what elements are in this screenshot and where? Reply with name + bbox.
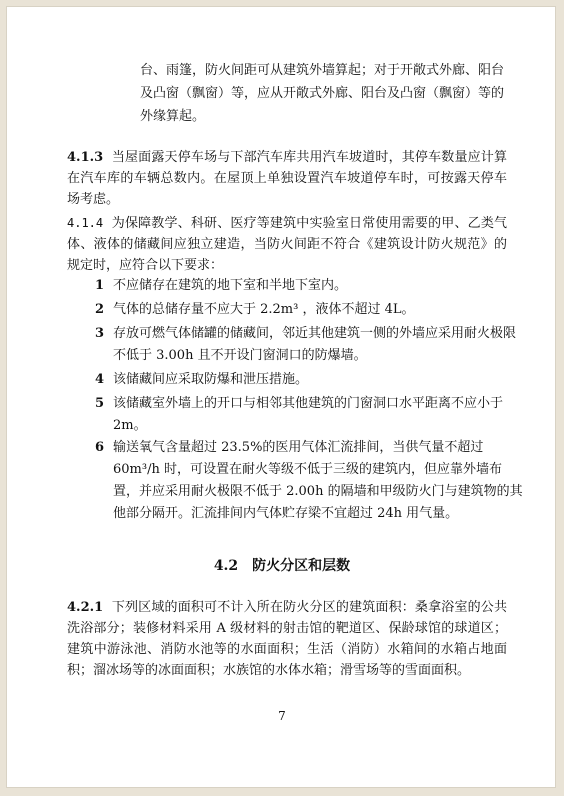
clause-text: 当屋面露天停车场与下部汽车库共用汽车坡道时，其停车数量应计算在汽车库的车辆总数内。在屋顶上单独设置汽车坡道停车时，可按露天停车场考虑。 [67,150,507,207]
item-text: 该储藏间应采取防爆和泄压措施。 [113,372,309,387]
item-number: 5 [95,396,105,411]
list-item [95,299,527,321]
item-number: 6 [95,440,105,455]
document-page [6,6,556,788]
clause-text: 为保障教学、科研、医疗等建筑中实验室日常使用需要的甲、乙类气体、液体的储藏间应独立建造，当防火间距不符合《建筑设计防火规范》的规定时，应符合以下要求： [67,216,507,273]
item-text: 不应储存在建筑的地下室和半地下室内。 [113,278,348,293]
list-item [95,393,527,437]
clause-number: 4.2.1 [67,600,104,615]
item-text: 输送氧气含量超过 23.5%的医用气体汇流排间，当供气量不超过 60m³/h 时，可设置在耐火等级不低于三级的建筑内，但应靠外墙布置，并应采用耐火极限不低于 2.00h 的隔墙和甲级防火门与建筑物的其他部分隔开。汇流排间内气体贮存梁不宜超过 24h 用气量。 [113,440,523,521]
list-item [95,369,527,391]
item-text: 气体的总储存量不应大于 2.2m³ ，液体不超过 4L。 [113,302,415,317]
section-heading [7,555,557,575]
item-number: 3 [95,326,105,341]
list-item [95,437,527,525]
clause-number: 4.1.4 [67,216,104,230]
list-item [95,323,527,367]
clause-number: 4.1.3 [67,150,104,165]
page-number: 7 [278,709,286,723]
section-title: 防火分区和层数 [252,558,351,574]
item-text: 该储藏室外墙上的开口与相邻其他建筑的门窗洞口水平距离不应小于 2m。 [113,396,504,433]
item-number: 4 [95,372,105,387]
item-number: 1 [95,278,105,293]
clause-text: 下列区域的面积可不计入所在防火分区的建筑面积：桑拿浴室的公共洗浴部分；装修材料采用 A 级材料的射击馆的靶道区、保龄球馆的球道区；建筑中游泳池、消防水池等的水面面积；生活（消防）水箱间的水箱占地面积；溜冰场等的冰面面积；水族馆的水体水箱；滑雪场等的雪面面积。 [67,600,507,678]
list-item [95,275,527,297]
clause-4-2-1 [67,597,507,681]
item-text: 存放可燃气体储罐的储藏间，邻近其他建筑一侧的外墙应采用耐火极限不低于 3.00h 且不开设门窗洞口的防爆墙。 [113,326,517,363]
item-number: 2 [95,302,105,317]
continued-paragraph: 台、雨篷，防火间距可从建筑外墙算起；对于开敞式外廊、阳台及凸窗（飘窗）等，应从开敞式外廊、阳台及凸窗（飘窗）等的外缘算起。 [140,63,505,124]
clause-4-1-4 [67,213,507,276]
section-number: 4.2 [213,558,239,574]
clause-4-1-3 [67,147,507,210]
